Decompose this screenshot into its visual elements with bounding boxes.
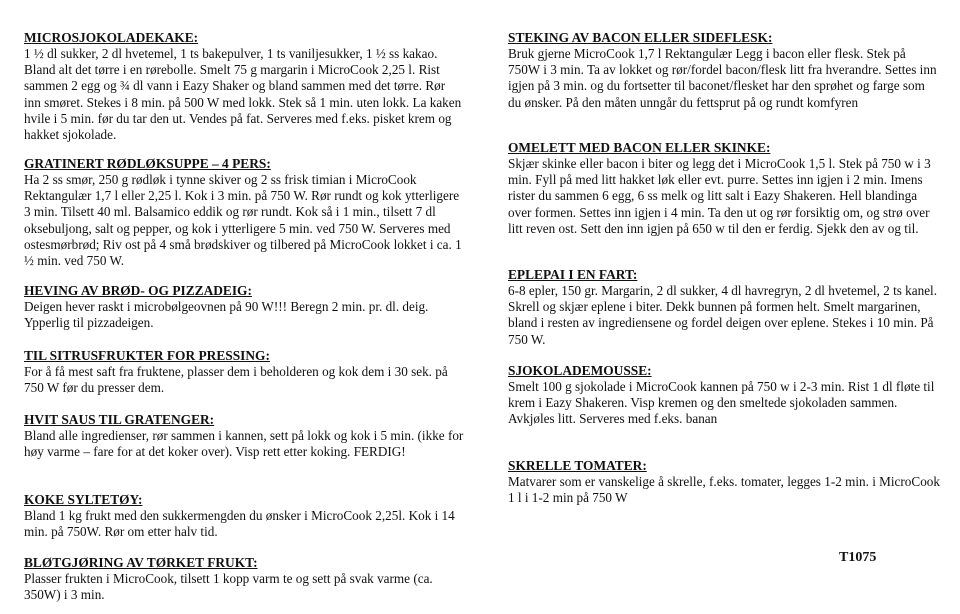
recipe-title: STEKING AV BACON ELLER SIDEFLESK: — [508, 30, 773, 45]
recipe-rodloksuppe — [24, 156, 464, 269]
recipe-title: KOKE SYLTETØY: — [24, 492, 143, 507]
recipe-text: Bland alle ingredienser, rør sammen i kannen, sett på lokk og kok i 5 min. (ikke for høy varme – fare for at det koker over). Visp rett etter koking. FERDIG! — [24, 428, 464, 460]
recipe-text: Plasser frukten i MicroCook, tilsett 1 kopp varm te og sett på svak varme (ca. 350W) i 3 min. — [24, 571, 433, 603]
recipe-torket-frukt — [24, 555, 464, 603]
recipe-title: SJOKOLADEMOUSSE: — [508, 363, 652, 378]
recipe-syltetoy — [24, 492, 464, 540]
recipe-text: 6-8 epler, 150 gr. Margarin, 2 dl sukker, 4 dl havregryn, 2 dl hvetemel, 2 ts kanel. Skrell og skjær eplene i biter. Dekk bunnen på formen helt. Smelt margarinen, bland i resten av ingrediensene og fordel deigen over eplene. Stekes i 10 min. På 750 W. — [508, 283, 938, 347]
document-code: T1075 — [839, 550, 877, 565]
recipe-text: Smelt 100 g sjokolade i MicroCook kannen på 750 w i 2-3 min. Rist 1 dl fløte til krem i Eazy Shakeren. Visp kremen og den smeltede sjokoladen sammen. Avkjøles litt. Serveres med f.eks. banan — [508, 379, 935, 427]
recipe-omelett — [508, 140, 940, 237]
recipe-title: HEVING AV BRØD- OG PIZZADEIG: — [24, 283, 252, 298]
recipe-title: SKRELLE TOMATER: — [508, 458, 647, 473]
recipe-title: BLØTGJØRING AV TØRKET FRUKT: — [24, 555, 258, 570]
recipe-title: GRATINERT RØDLØKSUPPE – 4 PERS: — [24, 156, 271, 171]
recipe-title: HVIT SAUS TIL GRATENGER: — [24, 412, 215, 427]
recipe-title: MICROSJOKOLADEKAKE: — [24, 30, 199, 45]
recipe-text: Bland 1 kg frukt med den sukkermengden du ønsker i MicroCook 2,25l. Kok i 14 min. på 750W. Rør om etter halv tid. — [24, 508, 455, 540]
recipe-text: 1 ½ dl sukker, 2 dl hvetemel, 1 ts bakepulver, 1 ts vaniljesukker, 1 ½ ss kakao. Bland alt det tørre i en rørebolle. Smelt 75 g margarin i MicroCook 2,25 l. Rist sammen 2 egg og ¾ dl vann i Eazy Shaker og bland sammen med det tørre. Rør inn smøret. Stekes i 8 min. på 500 W med lokk. Stek så 1 min. uten lokk. La kaken hvile i 5 min. før du tar den ut. Vendes på fat. Serveres med f.eks. pisket krem og hakket sjokolade. — [24, 46, 462, 143]
recipe-text: Deigen hever raskt i microbølgeovnen på 90 W!!! Beregn 2 min. pr. dl. deig. Ypperlig til pizzadeigen. — [24, 299, 429, 331]
recipe-title: OMELETT MED BACON ELLER SKINKE: — [508, 140, 771, 155]
recipe-text: Ha 2 ss smør, 250 g rødløk i tynne skiver og 2 ss frisk timian i MicroCook Rektangulær 1,7 l eller 2,25 l. Kok i 3 min. på 750 W. Rør rundt og kok ytterligere 3 min. Tilsett 40 ml. Balsamico eddik og rør rundt. Kok så i 1 min., tilsett 7 dl oksebuljong, salt og pepper, og kok i ytterligere 5 min. ved 750 W. Serveres med ostesmørbrød; Riv ost på 4 små brødskiver og tilbered på MicroCook lokket i ca. 1 ½ min. ved 750 W. — [24, 172, 462, 269]
recipe-text: For å få mest saft fra fruktene, plasser dem i beholderen og kok dem i 30 sek. på 750 W før du presser dem. — [24, 364, 448, 396]
recipe-eplepai — [508, 267, 940, 348]
recipe-text: Matvarer som er vanskelige å skrelle, f.eks. tomater, legges 1-2 min. i MicroCook 1 l i 1-2 min på 750 W — [508, 474, 940, 506]
recipe-text: Bruk gjerne MicroCook 1,7 l Rektangulær Legg i bacon eller flesk. Stek på 750W i 3 min. Ta av lokket og rør/fordel bacon/flesk litt fra hverandre. Settes inn igjen på 3 min. og du fortsetter til baconet/flesket har den sprøhet og farge som du ønsker. På den måten unngår du fettsprut på og rundt komfyren — [508, 46, 937, 110]
recipe-skrelle-tomater — [508, 458, 940, 506]
recipe-title: TIL SITRUSFRUKTER FOR PRESSING: — [24, 348, 270, 363]
recipe-bacon — [508, 30, 940, 111]
recipe-sitrusfrukter — [24, 348, 464, 396]
recipe-text: Skjær skinke eller bacon i biter og legg det i MicroCook 1,5 l. Stek på 750 w i 3 min. Fyll på med litt hakket løk eller evt. purre. Settes inn igjen i 2 min. Imens rister du sammen 6 egg, 6 ss melk og litt salt i Eazy Shakeren. Hell blandinga over formen. Settes inn igjen i 4 min. Ta den ut og rør forsiktig om, og strø over litt reven ost. Sett den inn igjen på 650 w til den er ferdig. Sjekk den av og til. — [508, 156, 931, 236]
recipe-hvit-saus — [24, 412, 464, 460]
recipe-title: EPLEPAI I EN FART: — [508, 267, 638, 282]
recipe-sjokolademousse — [508, 363, 940, 428]
recipe-heving — [24, 283, 464, 331]
recipe-microsjokoladekake — [24, 30, 464, 143]
